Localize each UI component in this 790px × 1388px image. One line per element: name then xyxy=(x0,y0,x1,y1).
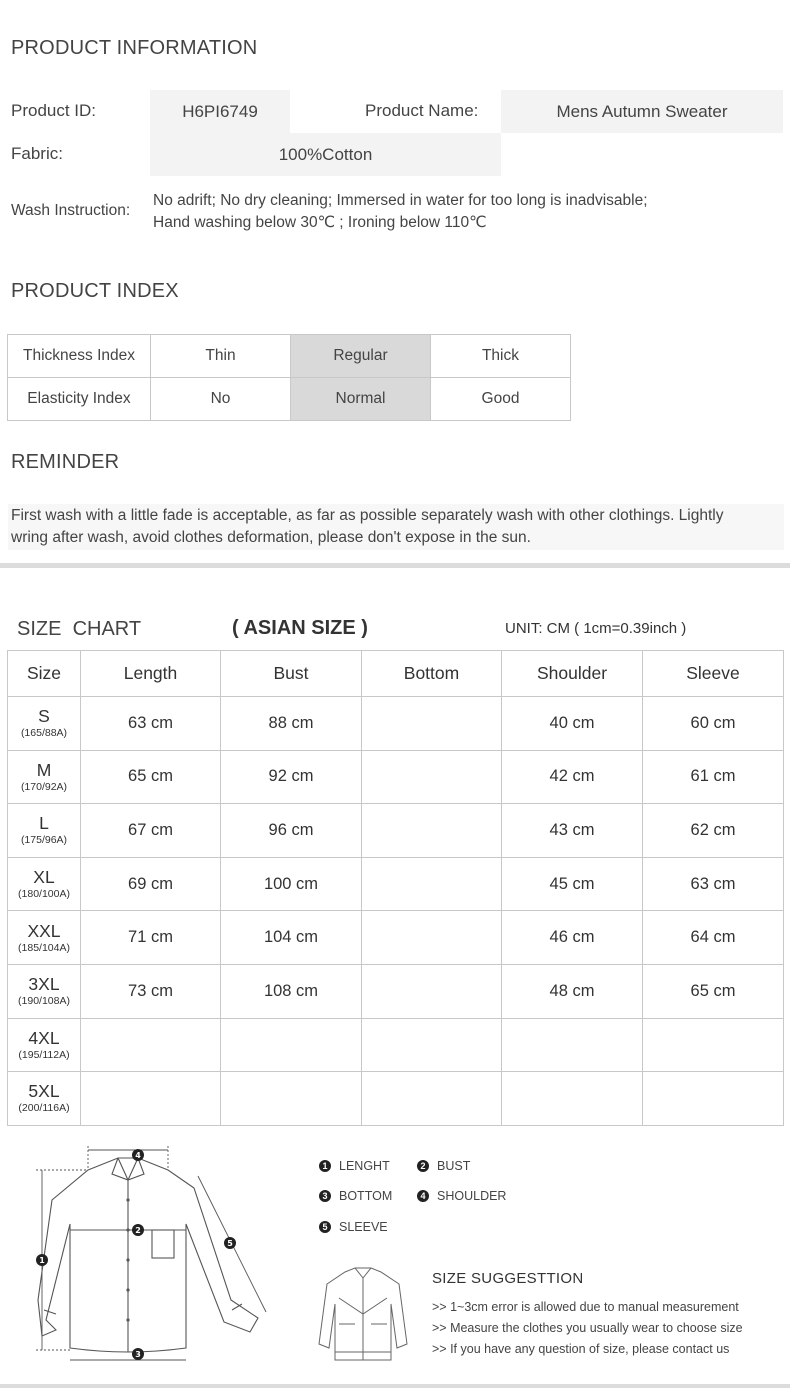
length-cell: 67 cm xyxy=(81,804,221,858)
size-sub: (190/108A) xyxy=(18,995,70,1008)
header-bottom: Bottom xyxy=(362,651,502,697)
shoulder-cell: 40 cm xyxy=(502,697,643,751)
product-information-title: PRODUCT INFORMATION xyxy=(11,37,258,59)
size-chart-unit: UNIT: CM ( 1cm=0.39inch ) xyxy=(505,620,687,637)
sleeve-cell: 63 cm xyxy=(643,857,784,911)
elasticity-index-row xyxy=(8,378,571,421)
size-label: S xyxy=(38,706,50,727)
wash-instruction-text xyxy=(153,190,648,234)
elasticity-option-good: Good xyxy=(431,378,571,421)
size-cell xyxy=(8,964,81,1018)
elasticity-option-normal: Normal xyxy=(291,378,431,421)
number-5-icon: 5 xyxy=(319,1221,331,1233)
sleeve-cell: 62 cm xyxy=(643,804,784,858)
number-4-icon: 4 xyxy=(417,1190,429,1202)
bust-cell xyxy=(221,1018,362,1072)
sleeve-cell: 64 cm xyxy=(643,911,784,965)
size-sub: (180/100A) xyxy=(18,888,70,901)
bottom-cell xyxy=(362,1018,502,1072)
header-size: Size xyxy=(8,651,81,697)
length-cell: 63 cm xyxy=(81,697,221,751)
legend-shoulder xyxy=(417,1189,506,1203)
product-name-value: Mens Autumn Sweater xyxy=(501,90,783,133)
legend-bottom xyxy=(319,1189,392,1203)
shirt-measurement-diagram xyxy=(26,1140,276,1368)
size-cell xyxy=(8,697,81,751)
reminder-line-1: First wash with a little fade is acceptable, as far as possible separately wash with other clothings. Lightly xyxy=(11,507,724,524)
table-row xyxy=(8,911,784,965)
wash-instruction-label: Wash Instruction: xyxy=(11,202,131,219)
elasticity-index-label: Elasticity Index xyxy=(8,378,151,421)
size-label: L xyxy=(39,813,49,834)
shoulder-cell: 45 cm xyxy=(502,857,643,911)
bottom-cell xyxy=(362,750,502,804)
sleeve-cell: 60 cm xyxy=(643,697,784,751)
bust-cell xyxy=(221,1072,362,1126)
product-index-title: PRODUCT INDEX xyxy=(11,280,179,302)
svg-text:5: 5 xyxy=(227,1239,233,1248)
size-chart-header-row xyxy=(8,651,784,697)
legend-sleeve-label: SLEEVE xyxy=(339,1220,388,1234)
size-label: 3XL xyxy=(28,974,60,995)
shoulder-cell: 42 cm xyxy=(502,750,643,804)
size-label: XL xyxy=(33,867,55,888)
bust-cell: 108 cm xyxy=(221,964,362,1018)
number-1-icon: 1 xyxy=(319,1160,331,1172)
suggestion-line-2: >> Measure the clothes you usually wear to choose size xyxy=(432,1321,743,1335)
number-3-icon: 3 xyxy=(319,1190,331,1202)
header-bust: Bust xyxy=(221,651,362,697)
size-cell xyxy=(8,1018,81,1072)
length-cell: 69 cm xyxy=(81,857,221,911)
legend-length xyxy=(319,1159,390,1173)
bottom-cell xyxy=(362,911,502,965)
bust-cell: 92 cm xyxy=(221,750,362,804)
length-cell: 65 cm xyxy=(81,750,221,804)
jacket-icon xyxy=(315,1264,411,1364)
bottom-cell xyxy=(362,1072,502,1126)
elasticity-option-no: No xyxy=(151,378,291,421)
size-sub: (165/88A) xyxy=(20,727,68,740)
thickness-index-label: Thickness Index xyxy=(8,335,151,378)
size-cell xyxy=(8,857,81,911)
bust-cell: 96 cm xyxy=(221,804,362,858)
suggestion-line-1: >> 1~3cm error is allowed due to manual measurement xyxy=(432,1300,739,1314)
number-2-icon: 2 xyxy=(417,1160,429,1172)
table-row xyxy=(8,964,784,1018)
product-id-label: Product ID: xyxy=(11,101,97,120)
bottom-divider xyxy=(0,1384,790,1388)
wash-line-2: Hand washing below 30℃ ; Ironing below 110℃ xyxy=(153,214,487,231)
thickness-option-thick: Thick xyxy=(431,335,571,378)
shoulder-cell xyxy=(502,1018,643,1072)
shoulder-cell xyxy=(502,1072,643,1126)
legend-bottom-label: BOTTOM xyxy=(339,1189,393,1203)
size-sub: (175/96A) xyxy=(20,834,68,847)
sleeve-cell xyxy=(643,1018,784,1072)
legend-bust-label: BUST xyxy=(437,1159,471,1173)
table-row xyxy=(8,750,784,804)
shoulder-cell: 48 cm xyxy=(502,964,643,1018)
fabric-label: Fabric: xyxy=(11,144,63,163)
size-chart-title: SIZE CHART xyxy=(17,618,142,640)
suggestion-line-3: >> If you have any question of size, please contact us xyxy=(432,1342,730,1356)
reminder-line-2: wring after wash, avoid clothes deformation, please don't expose in the sun. xyxy=(11,529,531,546)
length-cell: 73 cm xyxy=(81,964,221,1018)
legend-bust xyxy=(417,1159,470,1173)
reminder-title: REMINDER xyxy=(11,451,120,473)
size-cell xyxy=(8,750,81,804)
bottom-cell xyxy=(362,857,502,911)
size-sub: (170/92A) xyxy=(20,780,68,793)
shoulder-cell: 43 cm xyxy=(502,804,643,858)
legend-sleeve xyxy=(319,1220,388,1234)
thickness-option-thin: Thin xyxy=(151,335,291,378)
size-sub: (200/116A) xyxy=(18,1102,70,1115)
size-cell xyxy=(8,911,81,965)
header-length: Length xyxy=(81,651,221,697)
size-cell xyxy=(8,804,81,858)
size-label: 5XL xyxy=(28,1081,60,1102)
section-divider xyxy=(0,563,790,568)
product-name-label: Product Name: xyxy=(365,101,479,120)
size-sub: (185/104A) xyxy=(18,941,70,954)
size-cell xyxy=(8,1072,81,1126)
header-shoulder: Shoulder xyxy=(502,651,643,697)
size-label: XXL xyxy=(27,920,61,941)
thickness-index-row xyxy=(8,335,571,378)
bottom-cell xyxy=(362,964,502,1018)
bust-cell: 104 cm xyxy=(221,911,362,965)
size-chart-subtitle: ( ASIAN SIZE ) xyxy=(232,617,368,639)
table-row xyxy=(8,804,784,858)
table-row xyxy=(8,857,784,911)
product-id-value: H6PI6749 xyxy=(150,90,290,133)
thickness-option-regular: Regular xyxy=(291,335,431,378)
bottom-cell xyxy=(362,697,502,751)
table-row xyxy=(8,697,784,751)
bust-cell: 88 cm xyxy=(221,697,362,751)
product-index-table xyxy=(7,334,571,421)
length-cell xyxy=(81,1018,221,1072)
shoulder-cell: 46 cm xyxy=(502,911,643,965)
bust-cell: 100 cm xyxy=(221,857,362,911)
svg-text:3: 3 xyxy=(135,1350,141,1359)
size-sub: (195/112A) xyxy=(18,1048,70,1061)
size-chart-table xyxy=(7,650,784,1126)
size-suggestion-title: SIZE SUGGESTTION xyxy=(432,1270,584,1287)
svg-text:1: 1 xyxy=(39,1256,45,1265)
sleeve-cell: 61 cm xyxy=(643,750,784,804)
legend-length-label: LENGHT xyxy=(339,1159,390,1173)
table-row xyxy=(8,1072,784,1126)
size-label: 4XL xyxy=(28,1027,60,1048)
bottom-cell xyxy=(362,804,502,858)
size-label: M xyxy=(36,759,52,780)
svg-text:2: 2 xyxy=(135,1226,141,1235)
legend-shoulder-label: SHOULDER xyxy=(437,1189,507,1203)
fabric-value: 100%Cotton xyxy=(150,133,501,176)
table-row xyxy=(8,1018,784,1072)
length-cell: 71 cm xyxy=(81,911,221,965)
svg-text:4: 4 xyxy=(135,1151,141,1160)
header-sleeve: Sleeve xyxy=(643,651,784,697)
length-cell xyxy=(81,1072,221,1126)
wash-line-1: No adrift; No dry cleaning; Immersed in water for too long is inadvisable; xyxy=(153,192,648,209)
reminder-text xyxy=(8,504,784,550)
sleeve-cell: 65 cm xyxy=(643,964,784,1018)
sleeve-cell xyxy=(643,1072,784,1126)
